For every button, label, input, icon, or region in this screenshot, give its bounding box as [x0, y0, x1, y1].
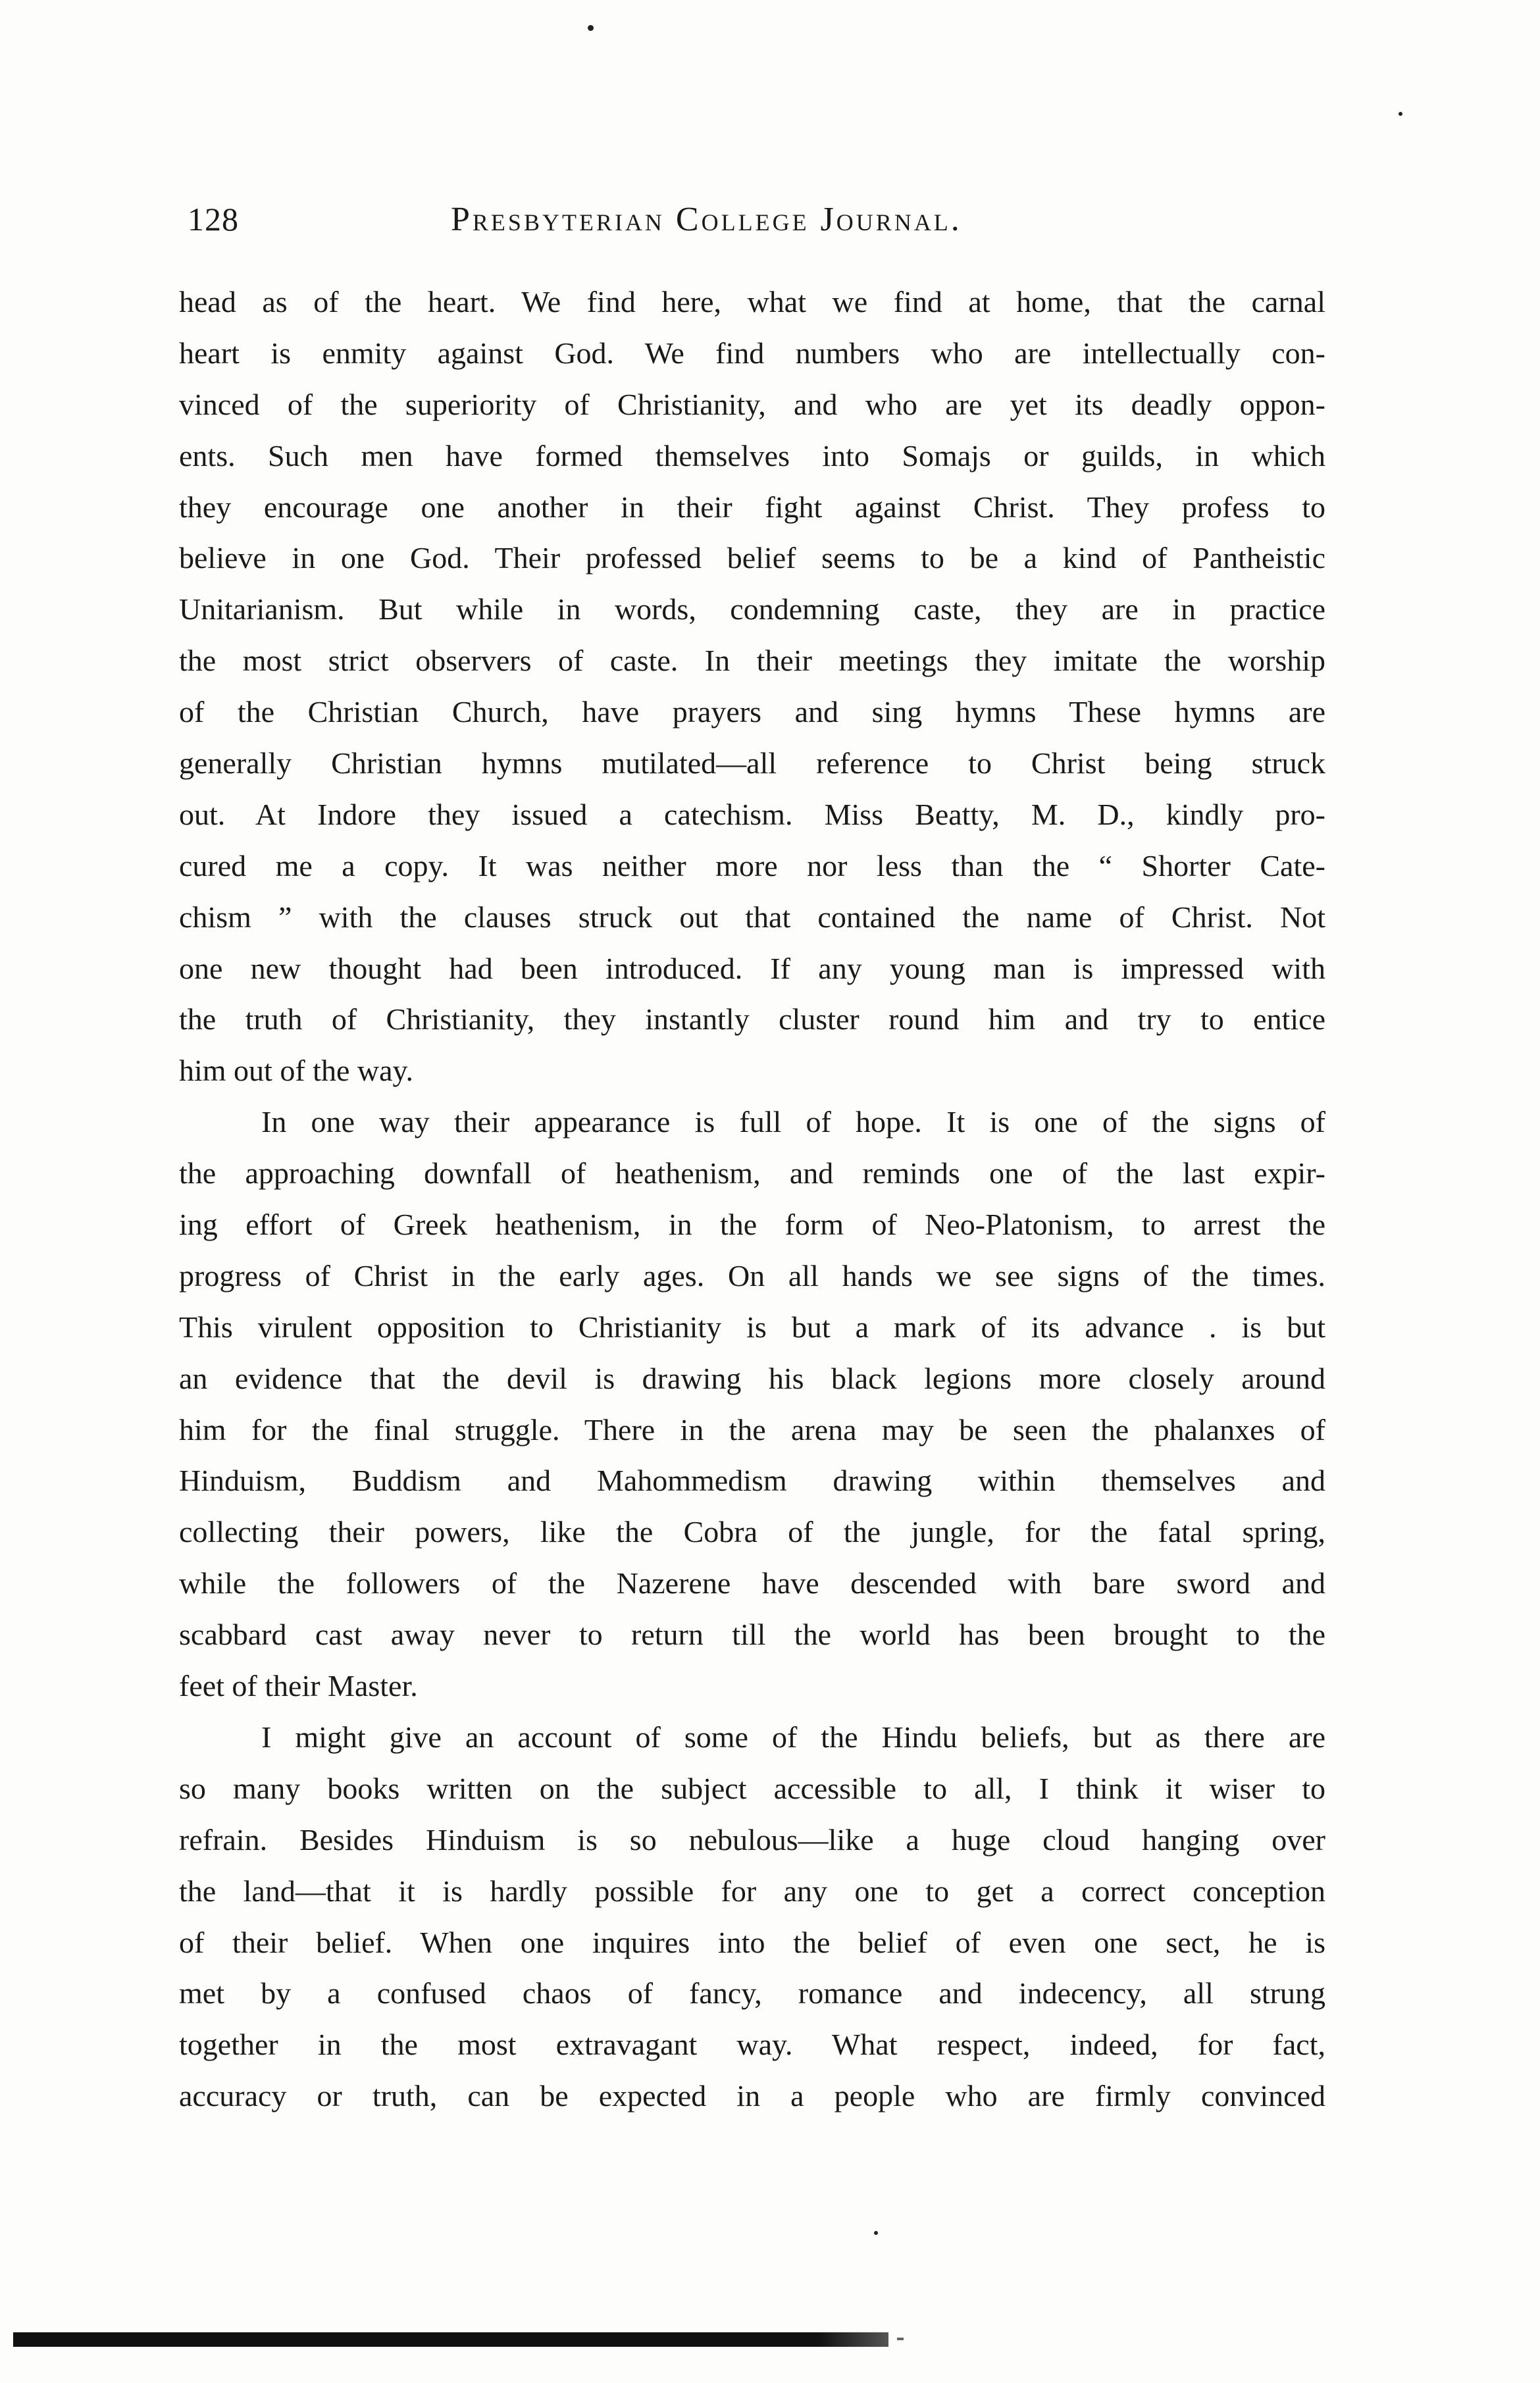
- body-text: [179, 276, 1325, 2122]
- text-line: him for the final struggle. There in the arena may be seen the phalanxes of: [179, 1412, 1325, 1447]
- text-line: cured me a copy. It was neither more nor less than the “ Shorter Cate-: [179, 848, 1325, 883]
- text-line: the most strict observers of caste. In their meetings they imitate the worship: [179, 644, 1325, 678]
- text-line: of the Christian Church, have prayers and sing hymns These hymns are: [179, 695, 1325, 729]
- text-line: the land—that it is hardly possible for any one to get a correct conception: [179, 1874, 1325, 1908]
- page-number: 128: [188, 201, 239, 238]
- text-line: together in the most extravagant way. What respect, indeed, for fact,: [179, 2028, 1325, 2062]
- bottom-scan-rule: [13, 2332, 888, 2347]
- text-line: This virulent opposition to Christianity is but a mark of its advance . is but: [179, 1310, 1325, 1344]
- text-line: heart is enmity against God. We find numbers who are intellectually con-: [179, 336, 1325, 370]
- bottom-scan-dash: [897, 2338, 904, 2340]
- ink-speck: [1399, 112, 1402, 116]
- text-line: head as of the heart. We find here, what we find at home, that the carnal: [179, 285, 1325, 319]
- text-line: while the followers of the Nazerene have descended with bare sword and: [179, 1566, 1325, 1601]
- text-line: generally Christian hymns mutilated—all reference to Christ being struck: [179, 746, 1325, 781]
- text-line: ing effort of Greek heathenism, in the form of Neo-Platonism, to arrest the: [179, 1208, 1325, 1242]
- text-line: collecting their powers, like the Cobra of the jungle, for the fatal spring,: [179, 1515, 1325, 1549]
- text-line: the truth of Christianity, they instantly cluster round him and try to entice: [179, 1002, 1325, 1037]
- text-line: refrain. Besides Hinduism is so nebulous—like a huge cloud hanging over: [179, 1822, 1325, 1857]
- text-line: him out of the way.: [179, 1054, 414, 1088]
- text-line: vinced of the superiority of Christianity, and who are yet its deadly oppon-: [179, 387, 1325, 421]
- text-line: chism ” with the clauses struck out that contained the name of Christ. Not: [179, 900, 1325, 934]
- text-line: Unitarianism. But while in words, condemning caste, they are in practice: [179, 592, 1325, 627]
- paragraph-2: [179, 1096, 1325, 1712]
- text-line: In one way their appearance is full of hope. It is one of the signs of: [261, 1105, 1325, 1139]
- text-line: ents. Such men have formed themselves into Somajs or guilds, in which: [179, 438, 1325, 473]
- ink-speck: [588, 25, 594, 31]
- text-line: of their belief. When one inquires into the belief of even one sect, he is: [179, 1925, 1325, 1959]
- text-line: accuracy or truth, can be expected in a people who are firmly convinced: [179, 2079, 1325, 2113]
- text-line: so many books written on the subject accessible to all, I think it wiser to: [179, 1771, 1325, 1805]
- text-line: an evidence that the devil is drawing his black legions more closely around: [179, 1361, 1325, 1395]
- text-line: out. At Indore they issued a catechism. Miss Beatty, M. D., kindly pro-: [179, 797, 1325, 831]
- text-line: progress of Christ in the early ages. On all hands we see signs of the times.: [179, 1258, 1325, 1293]
- text-line: Hinduism, Buddism and Mahommedism drawing within themselves and: [179, 1464, 1325, 1498]
- text-line: scabbard cast away never to return till the world has been brought to the: [179, 1618, 1325, 1652]
- journal-title: Presbyterian College Journal.: [451, 201, 962, 238]
- text-line: feet of their Master.: [179, 1669, 418, 1703]
- text-line: believe in one God. Their professed belief seems to be a kind of Pantheistic: [179, 541, 1325, 575]
- running-head: [0, 200, 1540, 253]
- paragraph-3: [179, 1712, 1325, 2122]
- text-line: the approaching downfall of heathenism, and reminds one of the last expir-: [179, 1156, 1325, 1191]
- paragraph-1: [179, 276, 1325, 1096]
- text-line: they encourage one another in their fight against Christ. They profess to: [179, 490, 1325, 524]
- ink-speck: [874, 2231, 878, 2235]
- text-line: one new thought had been introduced. If any young man is impressed with: [179, 951, 1325, 985]
- text-line: I might give an account of some of the Hindu beliefs, but as there are: [261, 1720, 1325, 1754]
- text-line: met by a confused chaos of fancy, romance and indecency, all strung: [179, 1976, 1325, 2011]
